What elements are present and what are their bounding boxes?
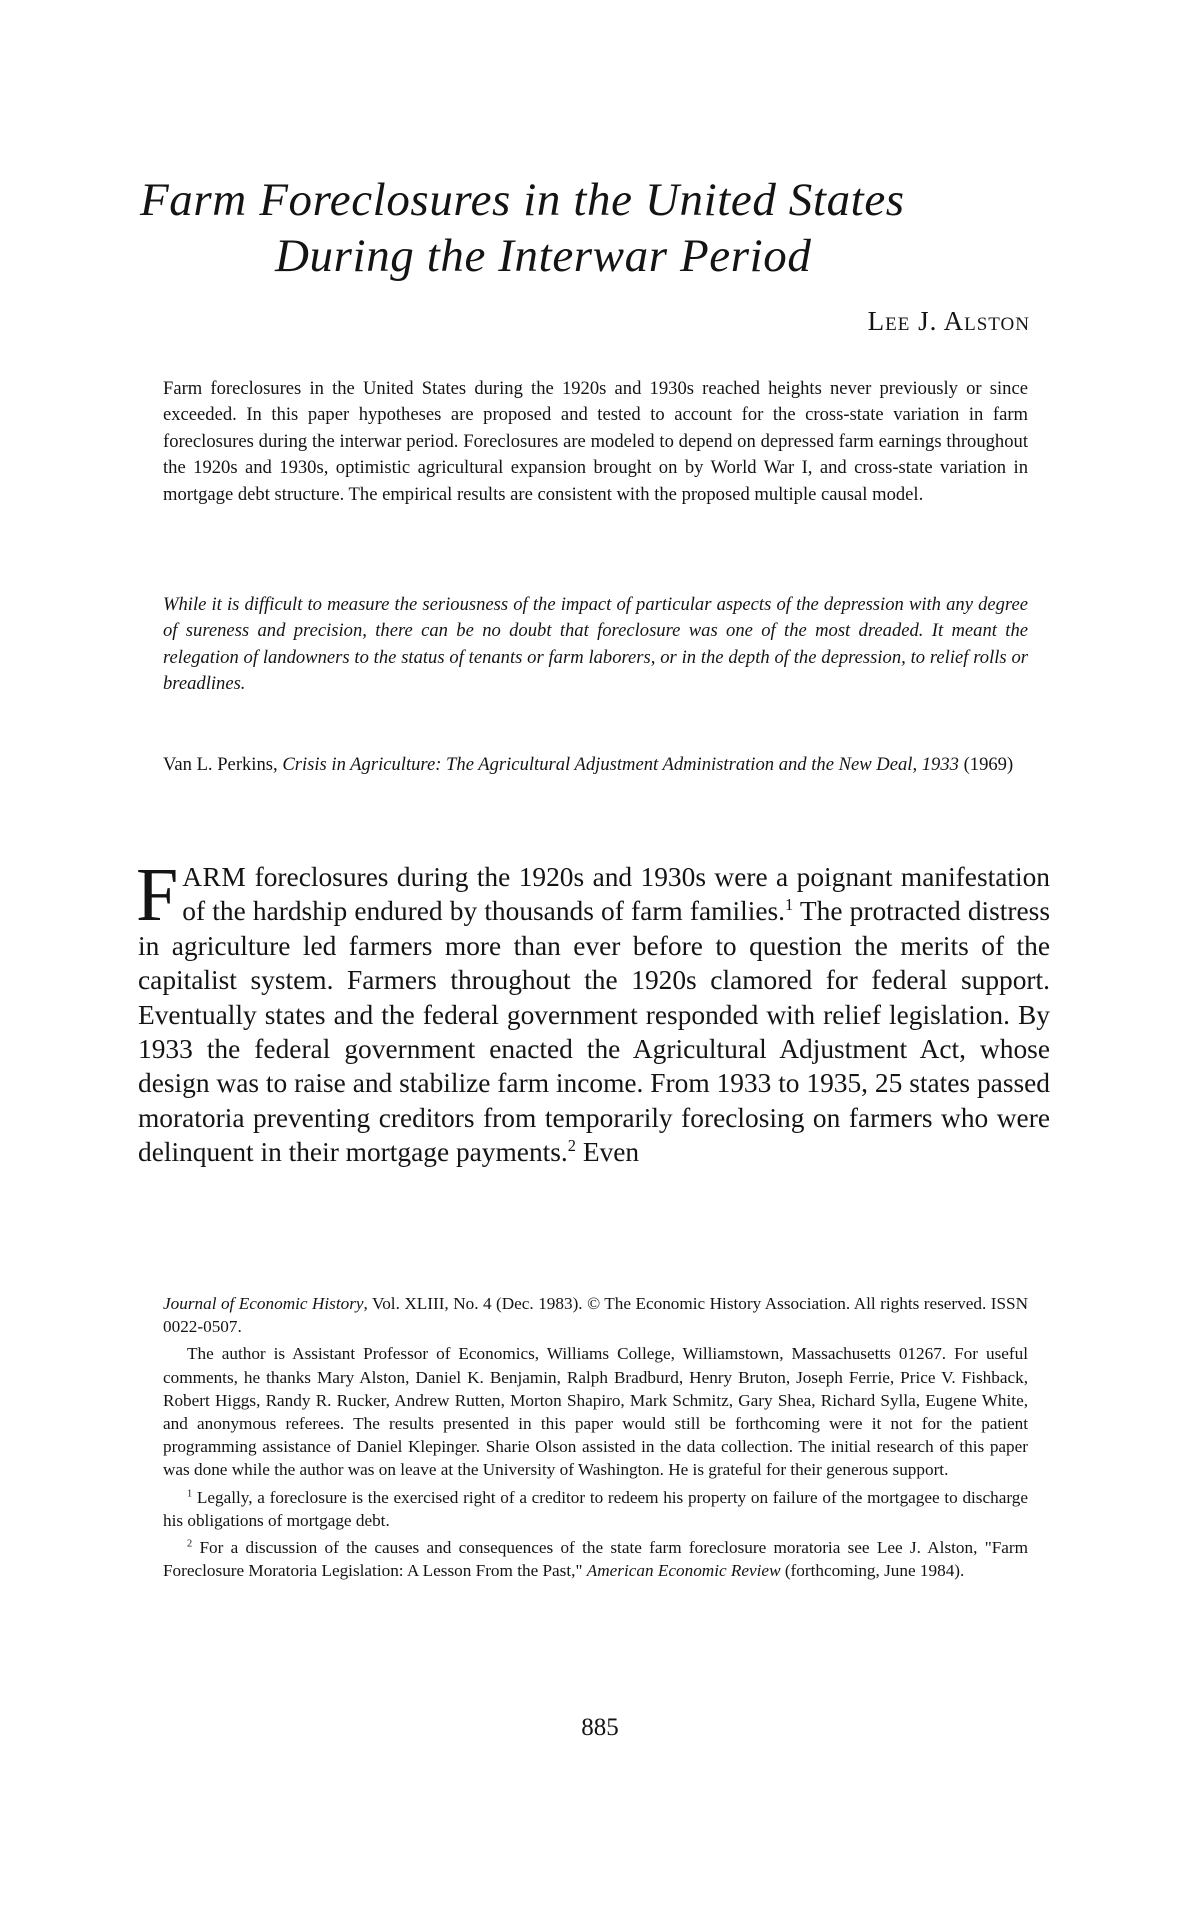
body-part-1: foreclosures during the 1920s and 1930s were a poignant manifestation of the hardship endured by thousands of farm families. [182, 862, 1050, 927]
title-line-2: During the Interwar Period [275, 230, 812, 282]
author-name: Lee J. Alston [867, 306, 1030, 336]
drop-cap: F [136, 853, 179, 937]
footnote-2-journal: American Economic Review [586, 1561, 781, 1581]
body-text [136, 853, 1050, 1170]
journal-details: , Vol. XLIII, No. 4 (Dec. 1983). © The Economic History Association. All rights reserved. ISSN 0022-0507. [163, 1294, 1028, 1337]
footnote-2 [163, 1536, 1028, 1582]
abstract: Farm foreclosures in the United States during the 1920s and 1930s reached heights never previously or since exceeded. In this paper hypotheses are proposed and tested to account for the cross-state variation in farm foreclosures during the interwar period. Foreclosures are modeled to depend on depressed farm earnings throughout the 1920s and 1930s, optimistic agricultural expansion brought on by World War I, and cross-state variation in mortgage debt structure. The empirical results are consistent with the proposed multiple causal model. [163, 378, 1028, 505]
footnote-1-mark: 1 [187, 1487, 193, 1499]
journal-note [163, 1292, 1028, 1338]
footnotes [163, 1292, 1028, 1582]
citation-author: Van L. Perkins, [163, 754, 283, 775]
footnote-2-mark: 2 [187, 1538, 193, 1550]
epigraph-citation [163, 752, 1028, 778]
author-note: The author is Assistant Professor of Economics, Williams College, Williamstown, Massachusetts 01267. For useful comments, he thanks Mary Alston, Daniel K. Benjamin, Ralph Bradburd, Henry Bruton, Joseph Ferrie, Price V. Fishback, Robert Higgs, Randy R. Rucker, Andrew Rutten, Morton Shapiro, Mark Schmitz, Gary Shea, Richard Sylla, Eugene White, and anonymous referees. The results presented in this paper would still be forthcoming were it not for the patient programming assistance of Daniel Klepinger. Sharie Olson assisted in the data collection. The initial research of this paper was done while the author was on leave at the University of Washington. He is grateful for their generous support. [163, 1344, 1028, 1480]
footnote-ref-1: 1 [785, 895, 794, 915]
footnote-1-text: Legally, a foreclosure is the exercised right of a creditor to redeem his property on failure of the mortgagee to discharge his obligations of mortgage debt. [163, 1487, 1028, 1530]
citation-year: (1969) [958, 754, 1014, 775]
body-part-3: Even [576, 1137, 640, 1168]
footnote-2-end: (forthcoming, June 1984). [780, 1561, 965, 1581]
footnote-ref-2: 2 [567, 1136, 576, 1156]
article-title [140, 172, 1060, 284]
title-line-1: Farm Foreclosures in the United States [140, 174, 905, 226]
footnote-1 [163, 1486, 1028, 1532]
body-part-2: The protracted distress in agriculture led farmers more than ever before to question the merits of the capitalist system. Farmers throughout the 1920s clamored for federal support. Eventually states and the federal government responded with relief legislation. By 1933 the federal government enacted the Agricultural Adjustment Act, whose design was to raise and stabilize farm income. From 1933 to 1935, 25 states passed moratoria preventing creditors from temporarily foreclosing on farmers who were delinquent in their mortgage payments. [138, 896, 1050, 1168]
lead-caps: ARM [182, 862, 247, 892]
journal-name: Journal of Economic History [163, 1294, 364, 1313]
citation-work: Crisis in Agriculture: The Agricultural Adjustment Administration and the New Deal, 1933 [282, 754, 959, 775]
footnote-2-text: For a discussion of the causes and consequences of the state farm foreclosure moratoria see Lee J. Alston, "Farm Foreclosure Moratoria Legislation: A Lesson From the Past," [163, 1538, 1028, 1581]
epigraph-quote: While it is difficult to measure the seriousness of the impact of particular aspects of the depression with any degree of sureness and precision, there can be no doubt that foreclosure was one of the most dreaded. It meant the relegation of landowners to the status of tenants or farm laborers, or in the depth of the depression, to relief rolls or breadlines. [163, 594, 1028, 695]
page-number: 885 [581, 1714, 619, 1741]
